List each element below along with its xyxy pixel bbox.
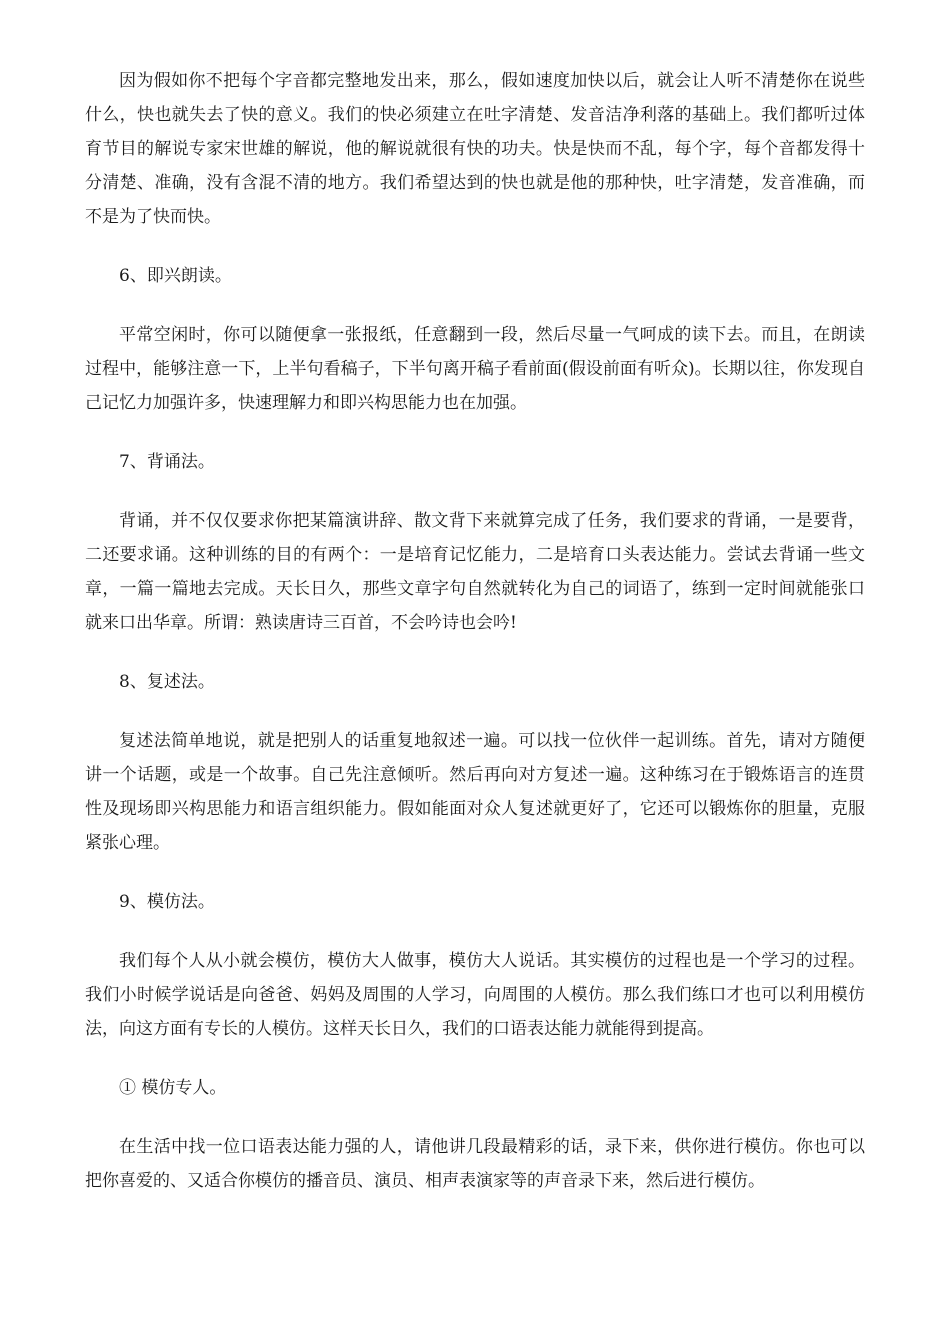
document-page xyxy=(85,64,865,1223)
paragraph-imitate-person: 在生活中找一位口语表达能力强的人，请他讲几段最精彩的话，录下来，供你进行模仿。你也可以把你喜爱的、又适合你模仿的播音员、演员、相声表演家等的声音录下来，然后进行模仿。 xyxy=(85,1137,865,1191)
paragraph-imitation: 我们每个人从小就会模仿，模仿大人做事，模仿大人说话。其实模仿的过程也是一个学习的过程。我们小时候学说话是向爸爸、妈妈及周围的人学习，向周围的人模仿。那么我们练口才也可以利用模仿法，向这方面有专长的人模仿。这样天长日久，我们的口语表达能力就能得到提高。 xyxy=(85,951,865,1039)
paragraph-speed-clarity: 因为假如你不把每个字音都完整地发出来，那么，假如速度加快以后，就会让人听不清楚你在说些什么，快也就失去了快的意义。我们的快必须建立在吐字清楚、发音洁净利落的基础上。我们都听过体育节目的解说专家宋世雄的解说，他的解说就很有快的功夫。快是快而不乱，每个字，每个音都发得十分清楚、准确，没有含混不清的地方。我们希望达到的快也就是他的那种快，吐字清楚，发音准确，而不是为了快而快。 xyxy=(85,71,865,227)
heading-retelling: 8、复述法。 xyxy=(119,672,215,692)
paragraph-impromptu-reading: 平常空闲时，你可以随便拿一张报纸，任意翻到一段，然后尽量一气呵成的读下去。而且，在朗读过程中，能够注意一下，上半句看稿子，下半句离开稿子看前面(假设前面有听众)。长期以往，你发现自己记忆力加强许多，快速理解力和即兴构思能力也在加强。 xyxy=(85,325,865,413)
heading-recitation: 7、背诵法。 xyxy=(119,452,215,472)
heading-imitation: 9、模仿法。 xyxy=(119,892,215,912)
heading-impromptu-reading: 6、即兴朗读。 xyxy=(119,266,232,286)
heading-imitate-person: ① 模仿专人。 xyxy=(119,1078,227,1098)
paragraph-retelling: 复述法简单地说，就是把别人的话重复地叙述一遍。可以找一位伙伴一起训练。首先，请对方随便讲一个话题，或是一个故事。自己先注意倾听。然后再向对方复述一遍。这种练习在于锻炼语言的连贯性及现场即兴构思能力和语言组织能力。假如能面对众人复述就更好了，它还可以锻炼你的胆量，克服紧张心理。 xyxy=(85,731,865,853)
paragraph-recitation: 背诵，并不仅仅要求你把某篇演讲辞、散文背下来就算完成了任务，我们要求的背诵，一是要背，二还要求诵。这种训练的目的有两个：一是培育记忆能力，二是培育口头表达能力。尝试去背诵一些文章，一篇一篇地去完成。天长日久，那些文章字句自然就转化为自己的词语了，练到一定时间就能张口就来口出华章。所谓：熟读唐诗三百首，不会吟诗也会吟! xyxy=(85,511,865,633)
